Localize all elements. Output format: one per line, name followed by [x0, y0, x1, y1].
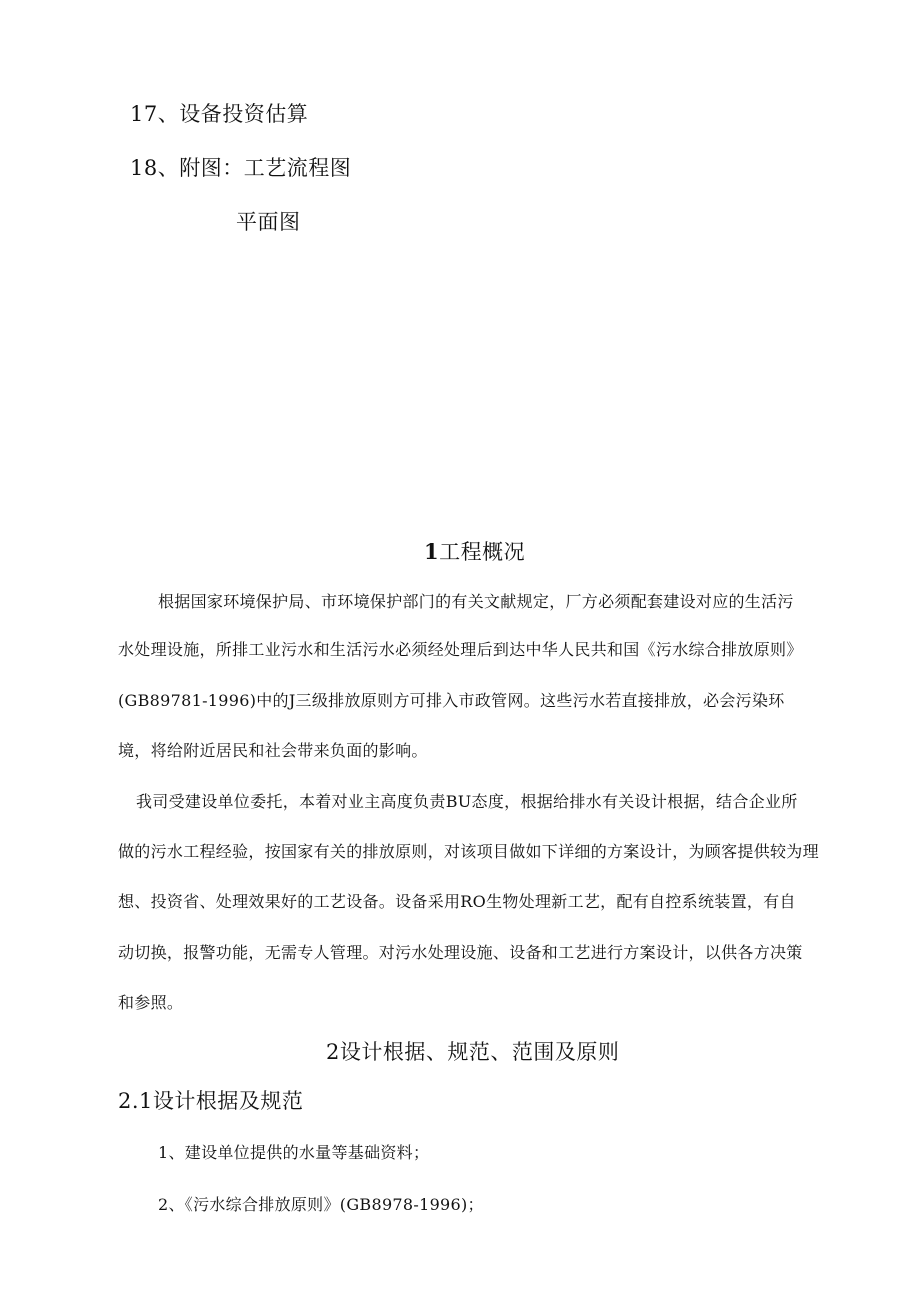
para1-line-3: (GB89781-1996)中的J三级排放原则方可排入市政管网。这些污水若直接排放，必会污染环 [118, 691, 785, 710]
para2-line-2: 做的污水工程经验，按国家有关的排放原则，对该项目做如下详细的方案设计，为顾客提供较为理 [118, 842, 819, 861]
para2-line-4: 动切换，报警功能，无需专人管理。对污水处理设施、设备和工艺进行方案设计，以供各方决策 [118, 943, 803, 962]
section-1-number: 1 [424, 539, 440, 564]
toc-item-18: 18、附图：工艺流程图 [130, 156, 352, 180]
section-1-heading [424, 536, 525, 566]
para2-line-1: 我司受建设单位委托，本着对业主高度负责BU态度，根据给排水有关设计根据，结合企业所 [136, 792, 798, 811]
section-2-heading: 2设计根据、规范、范围及原则 [326, 1040, 620, 1064]
para1-line-4: 境，将给附近居民和社会带来负面的影响。 [118, 741, 428, 760]
section-1-title: 工程概况 [439, 540, 526, 564]
spec-item-2: 2、《污水综合排放原则》(GB8978-1996)； [158, 1195, 484, 1214]
spec-item-1: 1、建设单位提供的水量等基础资料； [158, 1143, 430, 1162]
section-2-1-heading: 2.1设计根据及规范 [118, 1089, 304, 1113]
para2-line-3: 想、投资省、处理效果好的工艺设备。设备采用RO生物处理新工艺，配有自控系统装置，有自 [118, 892, 796, 911]
para1-line-1: 根据国家环境保护局、市环境保护部门的有关文献规定，厂方必须配套建设对应的生活污 [158, 592, 794, 611]
toc-item-18-sub: 平面图 [236, 210, 301, 234]
para1-line-2: 水处理设施，所排工业污水和生活污水必须经处理后到达中华人民共和国《污水综合排放原则》 [118, 640, 803, 659]
toc-item-17: 17、设备投资估算 [130, 102, 309, 126]
para2-line-5: 和参照。 [118, 993, 184, 1012]
